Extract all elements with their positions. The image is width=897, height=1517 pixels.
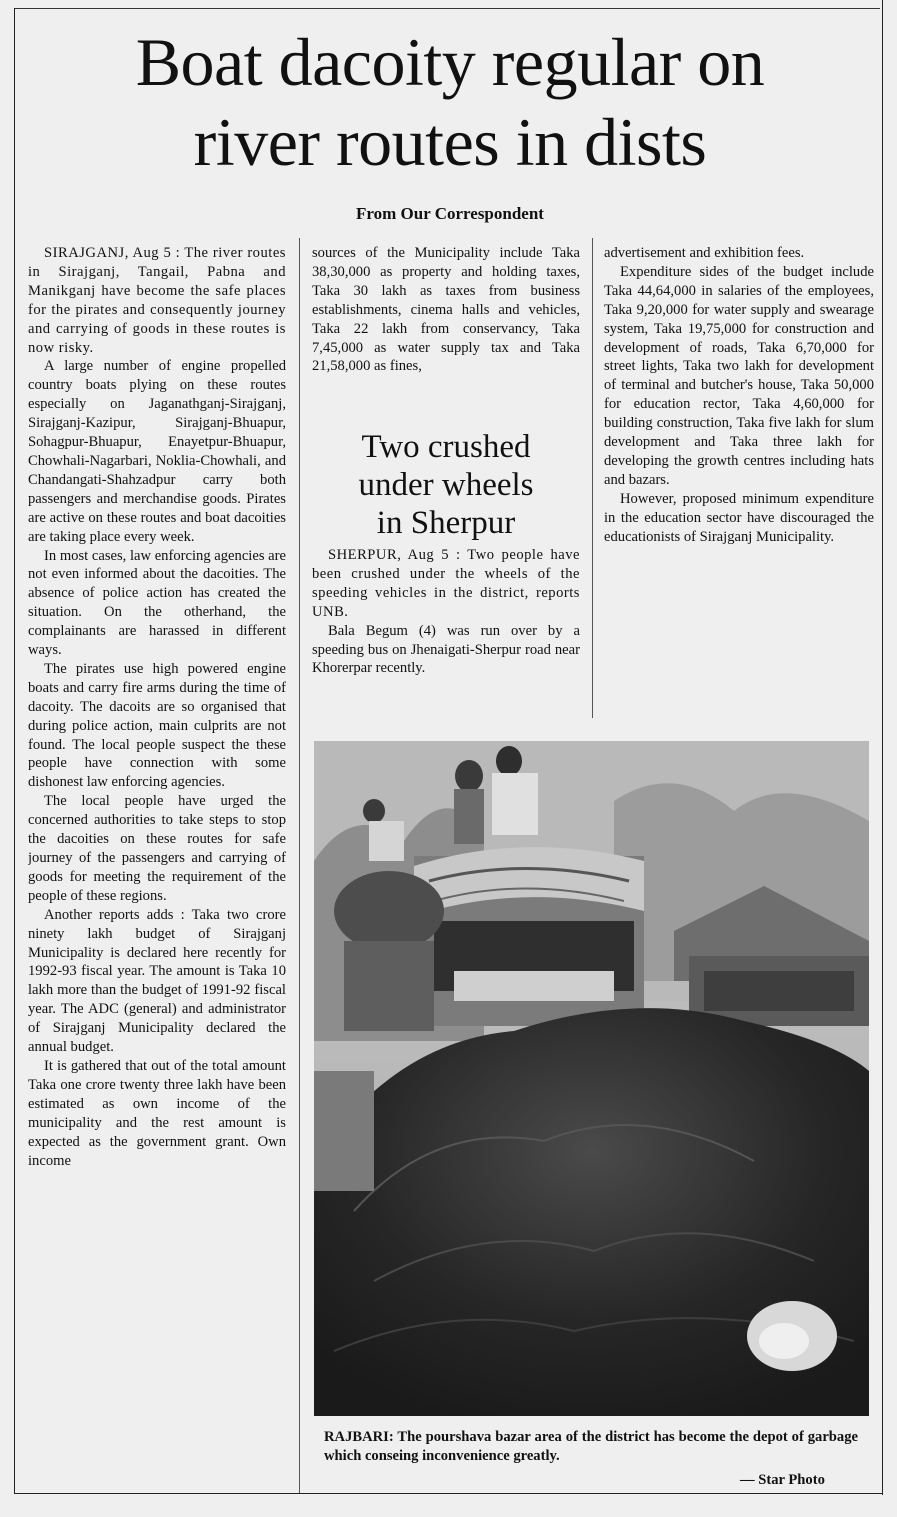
- garbage-truck-photo: [314, 741, 869, 1416]
- article-paragraph: advertisement and exhibition fees.: [604, 245, 805, 261]
- border-right: [882, 0, 883, 1495]
- article-column-3: [604, 244, 874, 547]
- article-paragraph: In most cases, law enforcing agencies are not even informed about the dacoities. The absence of police action has created the situation. On the otherhand, the complainants are harassed in different ways.: [28, 547, 286, 659]
- photo-caption: [324, 1428, 858, 1466]
- border-left: [14, 8, 15, 1493]
- column-divider: [592, 238, 593, 718]
- sidebar-headline: [312, 428, 580, 542]
- headline-line-1: Boat dacoity regular on: [135, 24, 765, 100]
- article-paragraph: It is gathered that out of the total amount Taka one crore twenty three lakh have been estimated as own income of the municipality and the rest amount is expected as the government grant. Own income: [28, 1057, 286, 1169]
- article-paragraph: A large number of engine propelled country boats plying on these routes especially on Jaganathganj-Sirajganj, Sirajganj-Kazipur, Sirajganj-Bhuapur, Sohagpur-Bhuapur, Enayetpur-Bhuapur, Chowhali-Nagarbari, Noklia-Chowhali, and Chandangati-Shahzadpur carry both passengers and merchandise goods. Pirates are active on these routes and boat dacoities are taking place every week.: [28, 358, 286, 545]
- sidebar-paragraph: Bala Begum (4) was run over by a speeding bus on Jhenaigati-Sherpur road near Khorerpar recently.: [312, 622, 580, 677]
- column-divider: [299, 238, 300, 1493]
- sidebar-paragraph: SHERPUR, Aug 5 : Two people have been crushed under the wheels of the speeding vehicles in the district, reports UNB.: [312, 547, 580, 620]
- article-paragraph: sources of the Municipality include Taka 38,30,000 as property and holding taxes, Taka 30 lakh as taxes from business establishments, cinema halls and vehicles, Taka 22 lakh from conservancy, Taka 7,45,000 as water supply tax and Taka 21,58,000 as fines,: [312, 245, 580, 375]
- article-paragraph: Expenditure sides of the budget include Taka 44,64,000 in salaries of the employees, Taka 9,20,000 for water supply and swearage system, Taka 19,75,000 for construction and development of roads, Taka 6,70,000 for street lights, Taka two lakh for development of terminal and butcher's house, Taka 50,000 for education rector, Taka 4,60,000 for building construction, Taka five lakh for slum development and Taka three lakh for developing the growth centres including hats and bazars.: [604, 263, 874, 488]
- news-photo: [314, 741, 869, 1416]
- sidebar-story: [312, 546, 580, 678]
- sidebar-headline-line-1: Two crushed: [361, 429, 531, 465]
- article-paragraph: SIRAJGANJ, Aug 5 : The river routes in Sirajganj, Tangail, Pabna and Manikganj have become the safe places for the pirates and consequently journey and carrying of goods in these routes is now risky.: [28, 245, 286, 356]
- photo-credit: — Star Photo: [740, 1472, 825, 1488]
- article-column-1: [28, 244, 286, 1488]
- article-paragraph: The pirates use high powered engine boats and carry fire arms during the time of dacoity. The dacoits are so organised that during police action, main culprits are not found. The local people suspect the these people have connection with some dishonest law enforcing agencies.: [28, 660, 286, 791]
- article-column-2: [312, 244, 580, 376]
- photo-caption-text: RAJBARI: The pourshava bazar area of the district has become the depot of garbage which conseing inconvenience greatly.: [324, 1429, 858, 1464]
- sidebar-headline-line-2: under wheels: [358, 467, 534, 503]
- article-paragraph: However, proposed minimum expenditure in the education sector have discouraged the educationists of Sirajganj Municipality.: [604, 490, 874, 545]
- article-paragraph: The local people have urged the concerned authorities to take steps to stop the dacoities on these routes for safe journey of the passengers and carrying of goods for meeting the requirement of the people of these regions.: [28, 793, 286, 904]
- article-paragraph: Another reports adds : Taka two crore ninety lakh budget of Sirajganj Municipality is declared here recently for 1992-93 fiscal year. The amount is Taka 10 lakh more than the budget of 1991-92 fiscal year. The ADC (general) and administrator of Sirajganj Municipality declared the annual budget.: [28, 906, 286, 1056]
- headline-line-2: river routes in dists: [193, 104, 707, 180]
- sidebar-headline-line-3: in Sherpur: [376, 505, 516, 541]
- byline: From Our Correspondent: [356, 204, 544, 223]
- main-headline: [20, 22, 880, 182]
- previous-article-fragment: [14, 0, 880, 9]
- border-bottom: [14, 1493, 883, 1494]
